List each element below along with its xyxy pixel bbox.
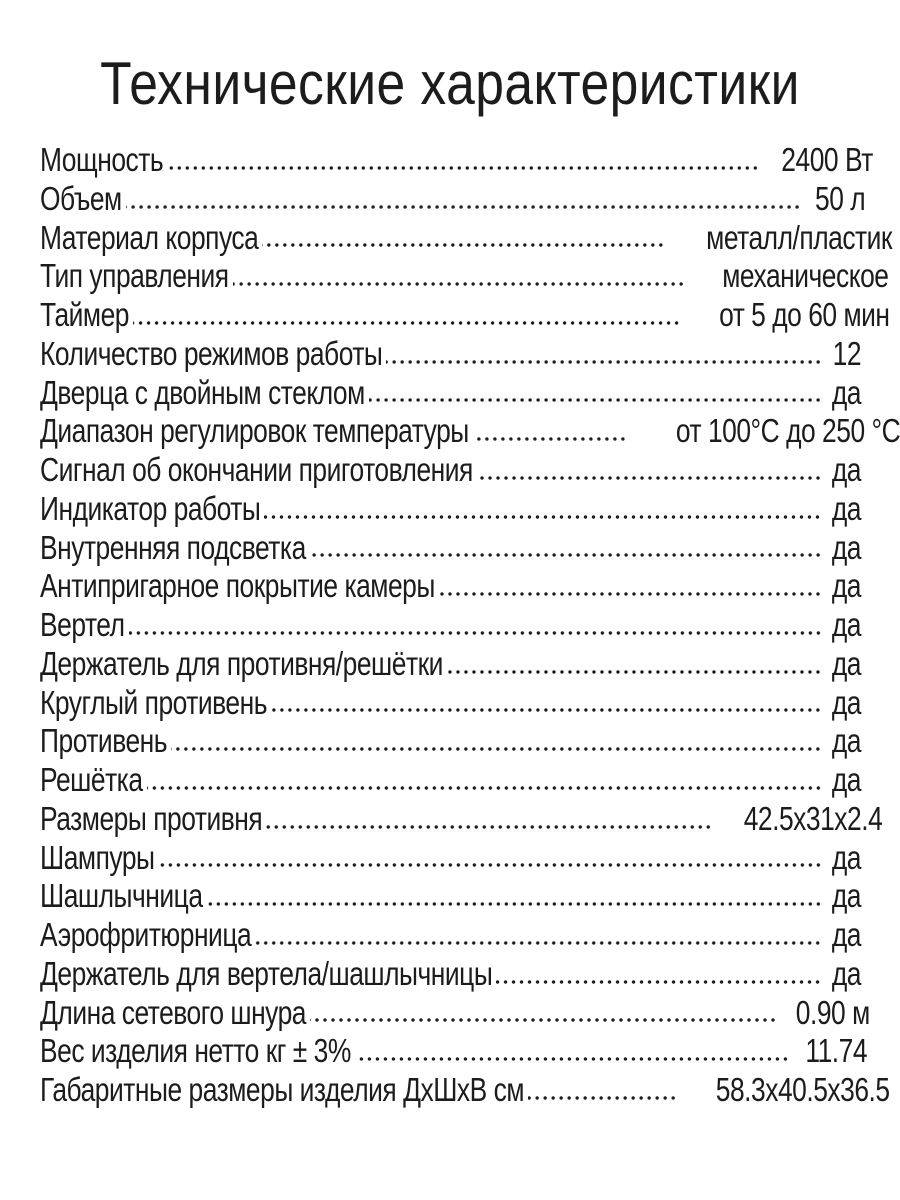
spec-value: да	[831, 373, 861, 411]
spec-label: Мощность	[40, 141, 164, 178]
spec-value: да	[831, 451, 861, 488]
spec-row	[40, 1071, 890, 1110]
dot-leader	[147, 785, 822, 791]
spec-value: механическое	[722, 257, 889, 295]
spec-label: Держатель для противня/решётки	[40, 644, 443, 682]
spec-row	[40, 644, 861, 684]
dot-leader	[233, 281, 685, 287]
dot-leader	[271, 707, 822, 713]
spec-value: от 100°С до 250 °С	[675, 412, 900, 450]
spec-row	[40, 683, 861, 723]
spec-label: Держатель для вертела/шашлычницы	[40, 954, 493, 992]
spec-value: да	[831, 606, 861, 643]
dot-leader	[496, 979, 822, 985]
spec-value: да	[831, 683, 861, 721]
spec-value: 50 л	[814, 179, 866, 217]
dot-leader	[447, 669, 822, 675]
spec-value: да	[831, 567, 861, 605]
spec-row	[40, 722, 861, 761]
spec-value: да	[831, 954, 861, 992]
spec-label: Объем	[40, 179, 122, 217]
spec-value: да	[831, 761, 861, 798]
spec-label: Шашлычница	[40, 877, 203, 915]
spec-label: Габаритные размеры изделия ДхШхВ см	[40, 1071, 525, 1108]
spec-row	[40, 451, 861, 490]
spec-list	[40, 141, 900, 1110]
spec-label: Размеры противня	[40, 799, 263, 837]
spec-value: металл/пластик	[706, 218, 893, 256]
dot-leader	[264, 514, 821, 520]
spec-value: 2400 Вт	[781, 141, 874, 178]
spec-label: Вес изделия нетто кг ± 3%	[40, 1032, 351, 1070]
spec-row	[40, 993, 870, 1033]
spec-label: Индикатор работы	[40, 489, 261, 527]
dot-leader	[207, 901, 822, 907]
dot-leader	[171, 746, 822, 752]
spec-row	[40, 838, 861, 878]
dot-leader	[439, 591, 822, 597]
spec-label: Длина сетевого шнура	[40, 993, 307, 1031]
spec-row	[40, 528, 861, 568]
spec-row	[40, 954, 861, 994]
spec-value: да	[831, 722, 861, 760]
spec-value: 0.90 м	[795, 993, 870, 1031]
spec-row	[40, 296, 890, 335]
dot-leader	[133, 320, 681, 326]
spec-row	[40, 606, 861, 645]
spec-row	[40, 916, 861, 955]
dot-leader	[266, 824, 712, 830]
spec-row	[40, 334, 861, 374]
spec-value: да	[831, 916, 861, 953]
spec-label: Аэрофритюрница	[40, 916, 252, 953]
spec-label: Дверца с двойным стеклом	[40, 373, 365, 411]
spec-label: Противень	[40, 722, 168, 760]
spec-label: Материал корпуса	[40, 218, 259, 256]
spec-value: 12	[832, 334, 861, 372]
spec-row	[40, 412, 900, 451]
dot-leader	[369, 397, 822, 403]
dot-leader	[310, 552, 822, 558]
spec-label: Антипригарное покрытие камеры	[40, 567, 435, 605]
spec-label: Сигнал об окончании приготовления	[40, 451, 473, 488]
spec-label: Таймер	[40, 296, 130, 333]
dot-leader	[473, 436, 627, 442]
spec-row	[40, 218, 893, 258]
spec-row	[40, 257, 889, 296]
spec-value: да	[831, 877, 861, 915]
spec-value: да	[831, 489, 861, 527]
spec-value: да	[831, 528, 861, 566]
dot-leader	[255, 940, 822, 946]
spec-row	[40, 1032, 868, 1071]
spec-label: Вертел	[40, 606, 125, 643]
spec-label: Шампуры	[40, 838, 155, 876]
spec-value: 42.5х31х2.4	[744, 799, 883, 837]
dot-leader	[126, 204, 801, 210]
spec-row	[40, 877, 861, 916]
spec-value: да	[831, 644, 861, 682]
spec-row	[40, 567, 861, 606]
spec-label: Круглый противень	[40, 683, 267, 721]
dot-leader	[262, 242, 665, 248]
spec-label: Внутренняя подсветка	[40, 528, 306, 566]
spec-label: Диапазон регулировок температуры	[40, 412, 469, 450]
spec-value: от 5 до 60 мин	[718, 296, 890, 333]
dot-leader	[129, 630, 822, 636]
dot-leader	[310, 1017, 777, 1023]
spec-value: 11.74	[805, 1032, 868, 1070]
dot-leader	[528, 1095, 677, 1101]
spec-value: 58.3х40.5х36.5	[715, 1071, 890, 1108]
spec-row	[40, 141, 874, 180]
dot-leader	[386, 359, 822, 365]
spec-label: Решётка	[40, 761, 143, 798]
dot-leader	[167, 165, 759, 171]
spec-label: Тип управления	[40, 257, 229, 295]
dot-leader	[477, 475, 822, 481]
spec-row	[40, 373, 861, 413]
spec-label: Количество режимов работы	[40, 334, 383, 372]
spec-row	[40, 179, 866, 219]
dot-leader	[159, 862, 822, 868]
spec-value: да	[831, 838, 861, 876]
page-title: Технические характеристики	[100, 50, 800, 117]
spec-row	[40, 799, 883, 839]
spec-row	[40, 761, 861, 800]
dot-leader	[355, 1056, 789, 1062]
spec-row	[40, 489, 861, 529]
